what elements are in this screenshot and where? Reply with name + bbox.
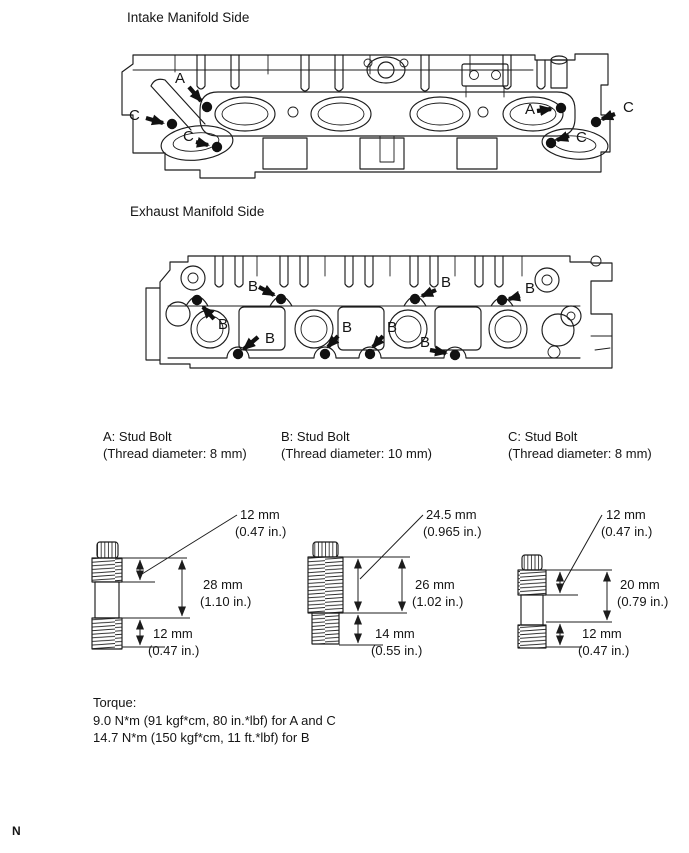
intake-diagram (105, 40, 665, 195)
bolt-a-bot-in: (0.47 in.) (148, 643, 200, 658)
marker-label-B: B (218, 316, 229, 333)
bolt-a-top-mm: 12 mm (240, 507, 280, 522)
bolt-b-heading (281, 429, 432, 462)
marker-label-B: B (265, 330, 276, 347)
bolt-a-diagram (85, 495, 300, 675)
bolt-b-bot-mm: 14 mm (375, 626, 415, 641)
bolt-c-top-in: (0.47 in.) (601, 524, 653, 539)
stud-point-B (410, 294, 420, 304)
bolt-c-mid-mm: 20 mm (620, 577, 660, 592)
bolt-a-mid-mm: 28 mm (203, 577, 243, 592)
bolt-c-heading (508, 429, 652, 462)
bolt-a-heading (103, 429, 247, 462)
bolt-a-mid-in: (1.10 in.) (200, 594, 252, 609)
bolt-b-heading-line2: (Thread diameter: 10 mm) (281, 445, 432, 461)
bolt-c-bot-mm: 12 mm (582, 626, 622, 641)
exhaust-head-line-art (146, 256, 612, 368)
callout-arrow-B (430, 350, 446, 353)
callout-arrow-B (509, 296, 520, 299)
bolt-b-bot-in: (0.55 in.) (371, 643, 423, 658)
bolt-c-top-mm: 12 mm (606, 507, 646, 522)
stud-point-C (167, 119, 177, 129)
callout-arrow-B (373, 336, 383, 347)
bolt-b-mid-in: (1.02 in.) (412, 594, 464, 609)
callout-arrow-A (537, 109, 551, 111)
marker-label-C: C (576, 129, 587, 146)
callout-arrow-B (259, 287, 274, 295)
exhaust-markers (192, 274, 535, 360)
marker-label-B: B (441, 274, 452, 291)
callout-arrow-C (146, 118, 163, 123)
bolt-c-diagram (490, 495, 689, 675)
bolt-c-heading-line2: (Thread diameter: 8 mm) (508, 445, 652, 461)
bolt-b-mid-mm: 26 mm (415, 577, 455, 592)
stud-point-C (546, 138, 556, 148)
bolt-c-heading-line1: C: Stud Bolt (508, 429, 578, 444)
bolt-a-dimensions (122, 507, 286, 658)
bolt-c-dimensions (546, 507, 668, 658)
bolt-a-heading-line1: A: Stud Bolt (103, 429, 172, 444)
bolt-b-dimensions (339, 507, 482, 658)
callout-arrow-C (557, 136, 569, 140)
bolt-b-top-in: (0.965 in.) (423, 524, 482, 539)
callout-arrow-A (189, 87, 201, 101)
bolt-a-heading-line2: (Thread diameter: 8 mm) (103, 445, 247, 461)
callout-arrow-B (328, 336, 338, 347)
bolt-b-top-mm: 24.5 mm (426, 507, 477, 522)
callout-arrow-C (196, 142, 208, 145)
marker-label-A: A (525, 101, 536, 118)
marker-label-B: B (387, 319, 398, 336)
stud-point-B (497, 295, 507, 305)
torque-line-1: 9.0 N*m (91 kgf*cm, 80 in.*lbf) for A and C (93, 712, 336, 728)
intake-head-line-art (122, 54, 610, 178)
torque-note (93, 694, 336, 747)
marker-label-A: A (175, 70, 186, 87)
bolt-a-body (92, 542, 122, 649)
bolt-b-body (308, 542, 343, 644)
torque-line-2: 14.7 N*m (150 kgf*cm, 11 ft.*lbf) for B (93, 730, 310, 745)
marker-label-C: C (129, 107, 140, 124)
stud-point-C (591, 117, 601, 127)
bolt-a-top-in: (0.47 in.) (235, 524, 287, 539)
bolt-c-mid-in: (0.79 in.) (617, 594, 669, 609)
torque-label: Torque: (93, 695, 137, 710)
stud-point-B (233, 349, 243, 359)
bolt-c-bot-in: (0.47 in.) (578, 643, 630, 658)
stud-point-C (212, 142, 222, 152)
page-mark: N (12, 824, 21, 838)
marker-label-B: B (525, 280, 536, 297)
bolt-b-diagram (295, 495, 510, 675)
stud-point-B (192, 295, 202, 305)
stud-point-A (556, 103, 566, 113)
marker-label-B: B (420, 334, 431, 351)
marker-label-C: C (623, 99, 634, 116)
callout-arrow-B (244, 337, 258, 349)
stud-point-B (320, 349, 330, 359)
bolt-a-bot-mm: 12 mm (153, 626, 193, 641)
exhaust-title: Exhaust Manifold Side (130, 204, 265, 219)
stud-point-B (365, 349, 375, 359)
bolt-c-body (518, 555, 546, 648)
intake-title: Intake Manifold Side (127, 10, 250, 25)
exhaust-diagram (110, 240, 670, 382)
bolt-b-heading-line1: B: Stud Bolt (281, 429, 350, 444)
marker-label-B: B (248, 278, 259, 295)
stud-point-A (202, 102, 212, 112)
marker-label-C: C (183, 128, 194, 145)
stud-point-B (450, 350, 460, 360)
callout-arrow-B (422, 290, 436, 296)
marker-label-B: B (342, 319, 353, 336)
stud-point-B (276, 294, 286, 304)
